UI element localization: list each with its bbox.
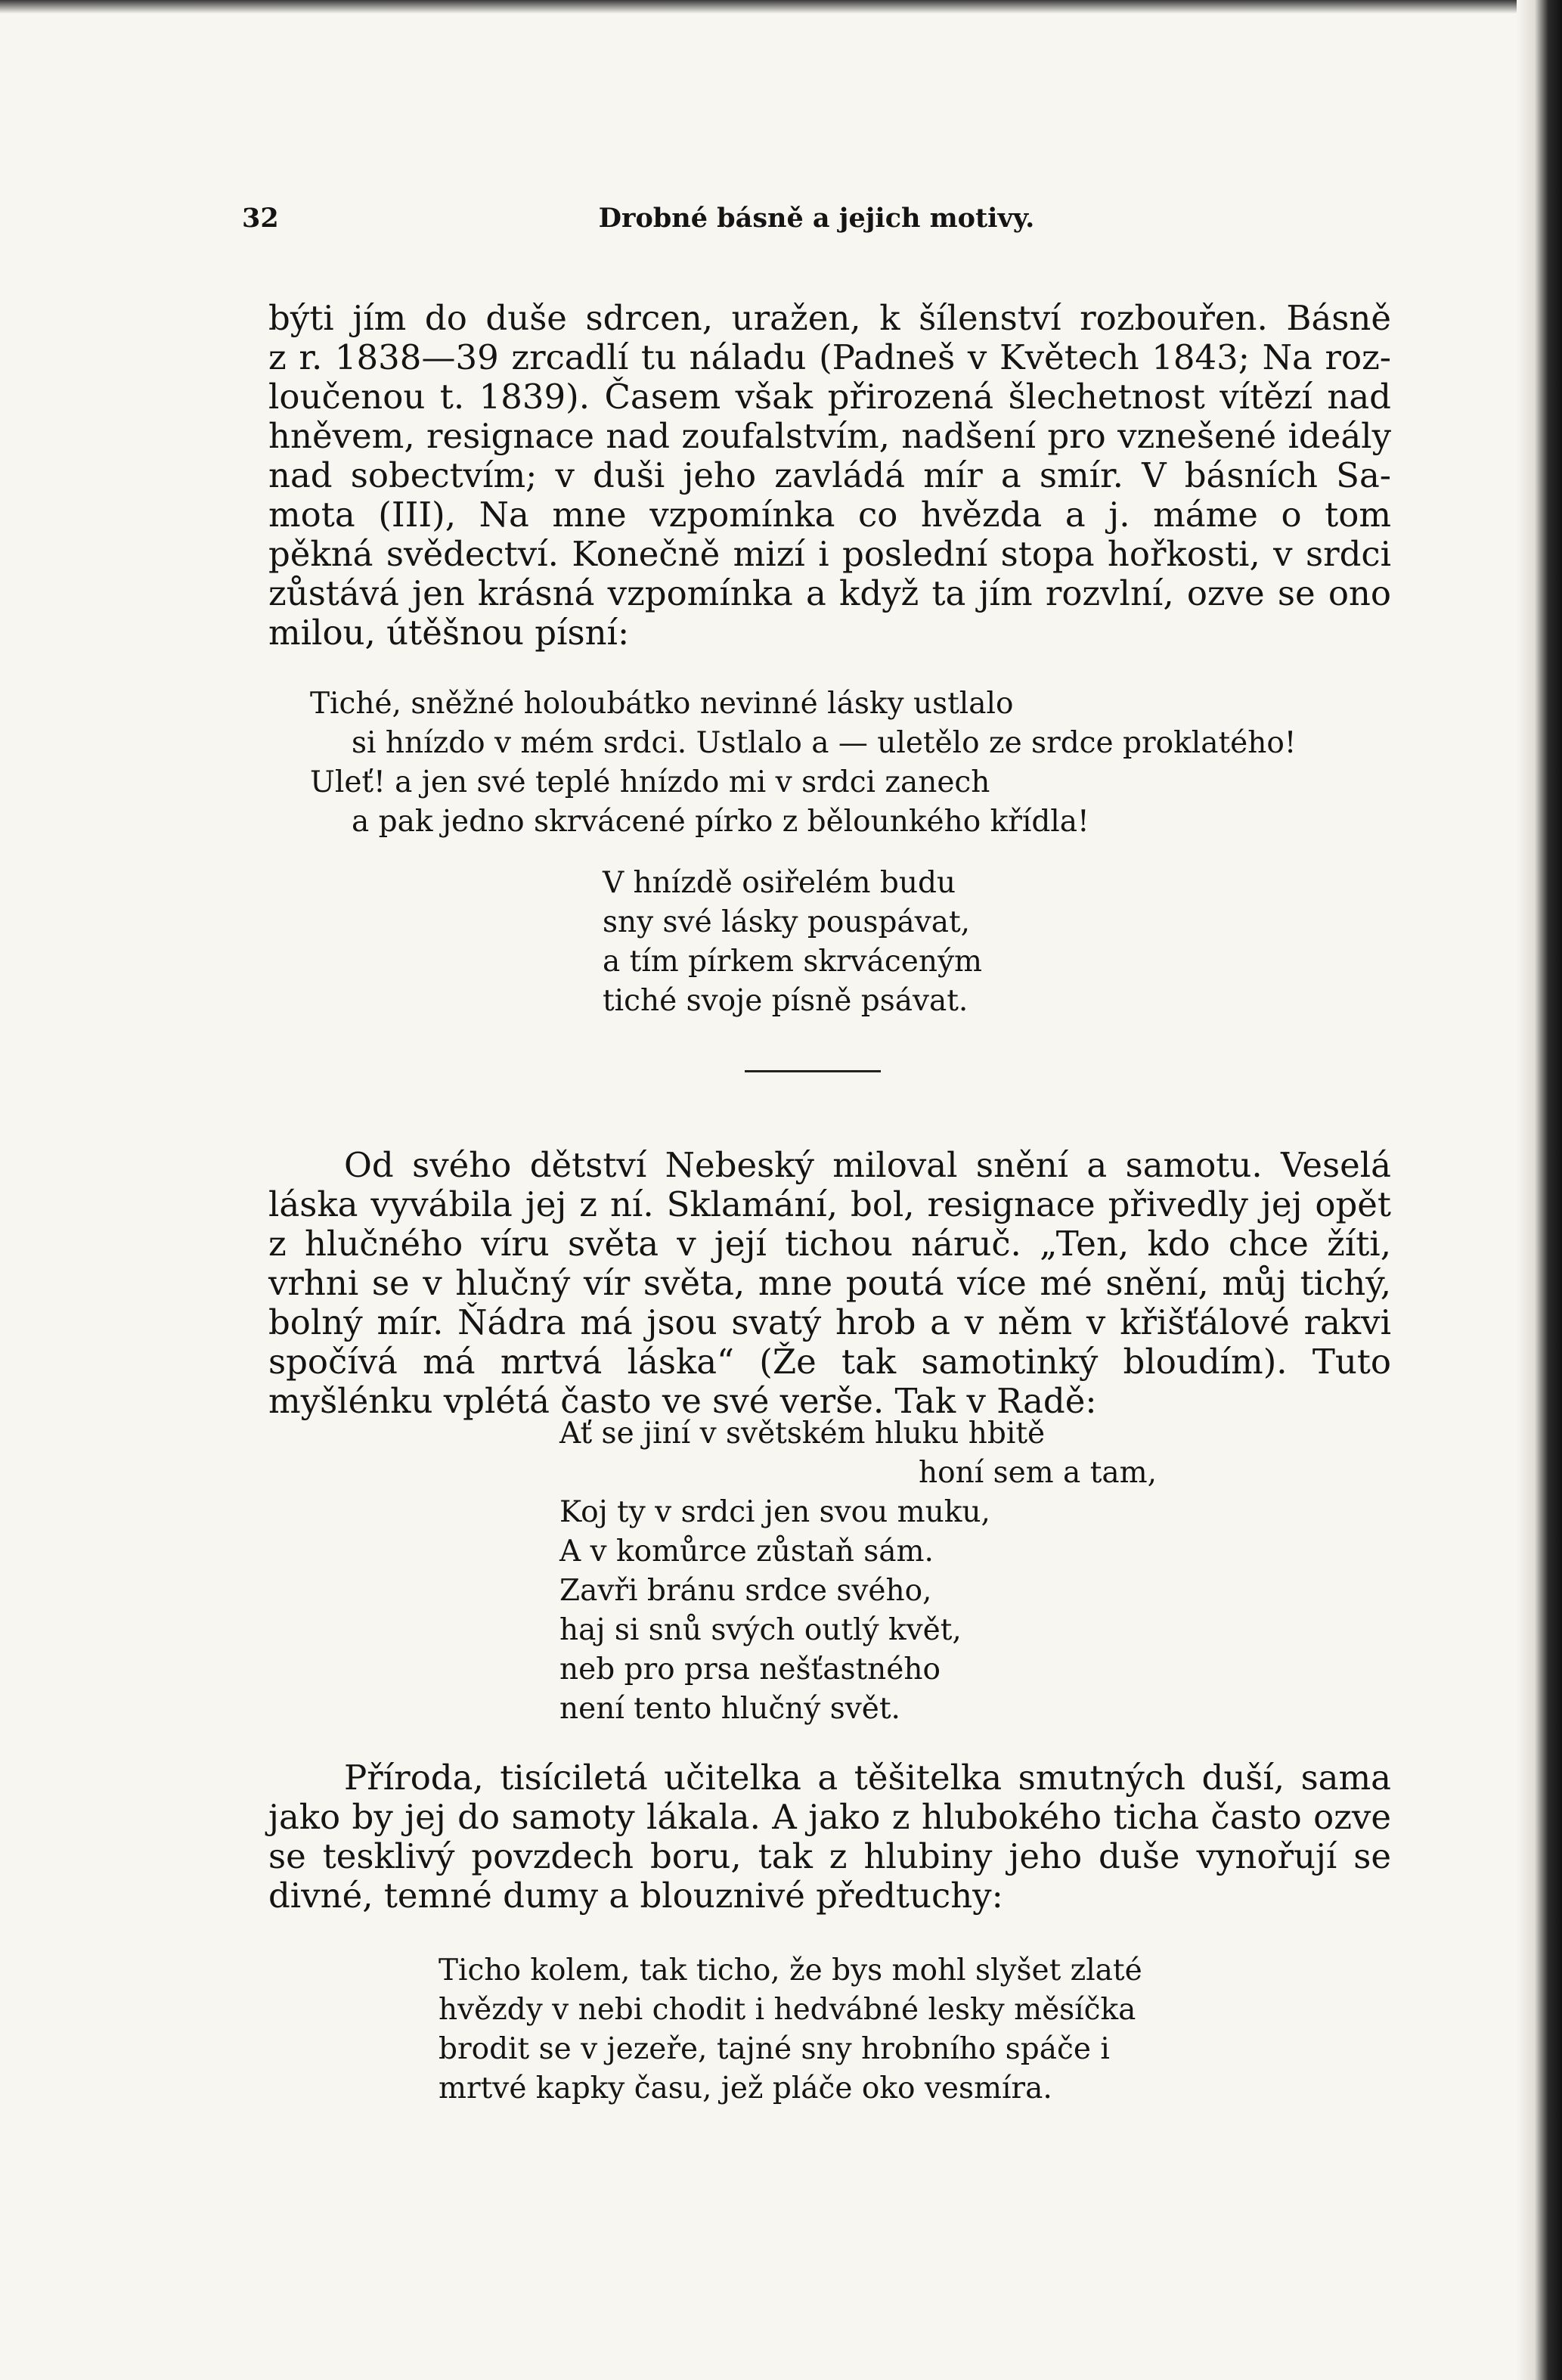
text-line: se tesklivý povzdech boru, tak z hlubiny jeho duše vynořují se <box>268 1836 1391 1876</box>
text-line: loučenou t. 1839). Časem však přirozená šlechetnost vítězí nad <box>268 377 1391 417</box>
verse-line: není tento hlučný svět. <box>559 1692 900 1726</box>
text-line: hněvem, resignace nad zoufalstvím, nadšení pro vznešené ideály <box>268 416 1391 456</box>
verse-line: hvězdy v nebi chodit i hedvábné lesky měsíčka <box>439 1993 1136 2027</box>
verse-line: a tím pírkem skrváceným <box>603 945 982 979</box>
verse-block-2 <box>603 864 982 1021</box>
verse-line: neb pro prsa nešťastného <box>559 1652 941 1686</box>
text-line: z hlučného víru světa v její tichou náruč. „Ten, kdo chce žíti, <box>268 1224 1391 1264</box>
verse-line: Uleť! a jen své teplé hnízdo mi v srdci zanech <box>310 765 990 799</box>
section-divider <box>745 1070 881 1072</box>
text-line: vrhni se v hlučný vír světa, mne poutá více mé snění, můj tichý, <box>268 1263 1391 1303</box>
text-line: divné, temné dumy a blouznivé předtuchy: <box>268 1876 1003 1916</box>
page-number: 32 <box>242 203 279 234</box>
paragraph-2 <box>268 1146 1391 1421</box>
text-line: z r. 1838—39 zrcadlí tu náladu (Padneš v Květech 1843; Na roz- <box>268 337 1391 377</box>
verse-line: brodit se v jezeře, tajné sny hrobního spáče i <box>439 2032 1110 2066</box>
verse-line: Tiché, sněžné holoubátko nevinné lásky ustlalo <box>310 687 1014 721</box>
text-line: Od svého dětství Nebeský miloval snění a samotu. Veselá <box>344 1145 1391 1185</box>
text-line: mota (III), Na mne vzpomínka co hvězda a j. máme o tom <box>268 495 1391 535</box>
verse-line: A v komůrce zůstaň sám. <box>559 1534 934 1569</box>
text-line: láska vyvábila jej z ní. Sklamání, bol, resignace přivedly jej opět <box>268 1184 1391 1224</box>
scan-binding-edge <box>1517 0 1562 2380</box>
text-line: myšlénku vplétá často ve své verše. Tak v Radě: <box>268 1381 1097 1421</box>
text-line: jako by jej do samoty lákala. A jako z hlubokého ticha často ozve <box>268 1797 1391 1837</box>
text-line: Příroda, tisíciletá učitelka a těšitelka smutných duší, sama <box>344 1758 1391 1798</box>
text-line: pěkná svědectví. Konečně mizí i poslední stopa hořkosti, v srdci <box>268 534 1391 574</box>
text-line: nad sobectvím; v duši jeho zavládá mír a smír. V básních Sa- <box>268 455 1391 495</box>
text-line: býti jím do duše sdrcen, uražen, k šílenství rozbouřen. Básně <box>268 298 1391 338</box>
verse-block-1 <box>310 684 1296 842</box>
paragraph-3 <box>268 1758 1391 1916</box>
text-line: spočívá má mrtvá láska“ (Že tak samotinký bloudím). Tuto <box>268 1342 1391 1382</box>
verse-line: haj si snů svých outlý květ, <box>559 1613 962 1647</box>
verse-line: sny své lásky pouspávat, <box>603 905 971 939</box>
text-line: zůstává jen krásná vzpomínka a když ta jím rozvlní, ozve se ono <box>268 573 1391 613</box>
verse-line: honí sem a tam, <box>919 1456 1158 1490</box>
verse-line: Ticho kolem, tak ticho, že bys mohl slyšet zlaté <box>439 1953 1142 1987</box>
verse-line: V hnízdě osiřelém budu <box>603 866 956 900</box>
verse-line: mrtvé kapky času, jež pláče oko vesmíra. <box>439 2071 1052 2105</box>
verse-block-4 <box>439 1951 1142 2108</box>
verse-line: Zavři bránu srdce svého, <box>559 1574 932 1608</box>
running-title: Drobné básně a jejich motivy. <box>598 203 1035 234</box>
text-line: milou, útěšnou písní: <box>268 613 630 653</box>
verse-line: Ať se jiní v světském hluku hbitě <box>559 1417 1046 1451</box>
verse-line: tiché svoje písně psávat. <box>603 984 969 1018</box>
verse-block-3 <box>559 1414 1157 1729</box>
scan-top-shadow <box>0 0 1562 14</box>
paragraph-1 <box>268 299 1391 653</box>
page-header <box>242 203 1391 239</box>
verse-line: si hnízdo v mém srdci. Ustlalo a — uletělo ze srdce proklatého! <box>352 726 1297 760</box>
verse-line: Koj ty v srdci jen svou muku, <box>559 1495 990 1529</box>
text-line: bolný mír. Ňádra má jsou svatý hrob a v něm v křišťálové rakvi <box>268 1302 1391 1342</box>
verse-line: a pak jedno skrvácené pírko z bělounkého křídla! <box>352 805 1089 839</box>
